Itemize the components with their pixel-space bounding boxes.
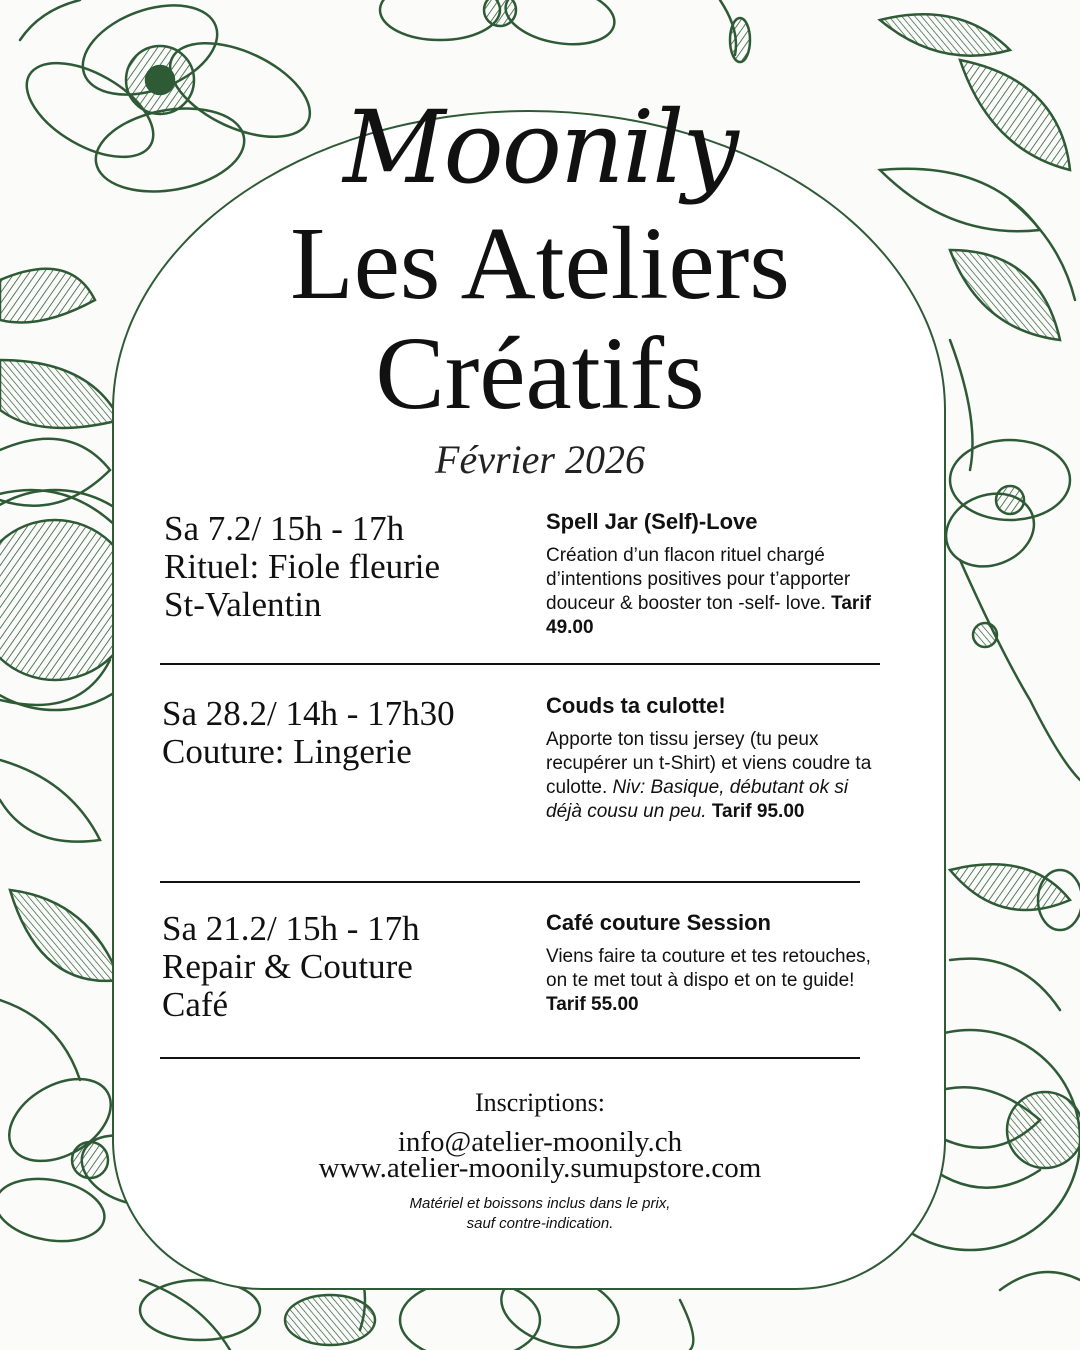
- event-1-category: Rituel: Fiole fleurie: [164, 547, 441, 586]
- event-1-date-time: Sa 7.2/ 15h - 17h: [164, 509, 405, 548]
- registration-label: Inscriptions:: [475, 1088, 605, 1117]
- event-2-price: Tarif 95.00: [711, 801, 805, 822]
- page-title-line-2: Créatifs: [375, 316, 705, 431]
- event-3-description: [546, 945, 886, 1017]
- event-3-date-time: Sa 21.2/ 15h - 17h: [162, 909, 420, 948]
- event-1-category-cont: St-Valentin: [164, 585, 322, 624]
- page-title-line-1: Les Ateliers: [290, 206, 790, 321]
- event-3-schedule: [162, 910, 420, 1024]
- divider-3: [160, 1057, 860, 1059]
- footer-note-line-2: sauf contre-indication.: [466, 1215, 614, 1232]
- event-2-category: Couture: Lingerie: [162, 732, 412, 771]
- right-lower-leaves-drawing: [950, 864, 1080, 1010]
- event-1-description: [546, 544, 886, 640]
- event-2-date-time: Sa 28.2/ 14h - 17h30: [162, 694, 455, 733]
- event-2-description-text: Apporte ton tissu jersey (tu peux recupérer un t-Shirt) et viens coudre ta culotte.: [546, 729, 872, 798]
- event-2-description: [546, 728, 886, 824]
- event-3-category-cont: Café: [162, 985, 229, 1024]
- brand-logo-moonily: Moonily: [343, 89, 737, 206]
- event-1-price: Tarif 49.00: [546, 593, 871, 638]
- event-2-level: Niv: Basique, débutant ok si déjà cousu un peu.: [546, 777, 849, 822]
- event-3-title: Café couture Session: [546, 910, 771, 935]
- contact-email[interactable]: info@atelier-moonily.ch: [397, 1126, 683, 1158]
- website-link[interactable]: www.atelier-moonily.sumupstore.com: [318, 1152, 762, 1184]
- left-lower-leaves-drawing: [0, 760, 120, 1080]
- month-subtitle: Février 2026: [435, 437, 645, 482]
- event-2-details: [546, 694, 886, 824]
- top-center-flower-drawing: [380, 0, 750, 62]
- footer-note-line-1: Matériel et boissons inclus dans le prix,: [409, 1195, 671, 1212]
- event-1-schedule: [164, 510, 440, 624]
- divider-1: [160, 663, 880, 665]
- divider-2: [160, 881, 860, 883]
- event-2-title: Couds ta culotte!: [546, 693, 726, 718]
- event-2-schedule: [162, 695, 455, 771]
- event-1-title: Spell Jar (Self)-Love: [546, 509, 758, 534]
- event-1-details: [546, 510, 886, 640]
- event-1-description-text: Création d’un flacon rituel chargé d’intentions positives pour t’apporter douceur & booster ton -self- love.: [546, 545, 851, 614]
- event-3-description-text: Viens faire ta couture et tes retouches, on te met tout à dispo et on te guide!: [546, 946, 871, 991]
- event-3-details: [546, 911, 886, 1017]
- event-3-category: Repair & Couture: [162, 947, 413, 986]
- event-3-price: Tarif 55.00: [546, 994, 639, 1015]
